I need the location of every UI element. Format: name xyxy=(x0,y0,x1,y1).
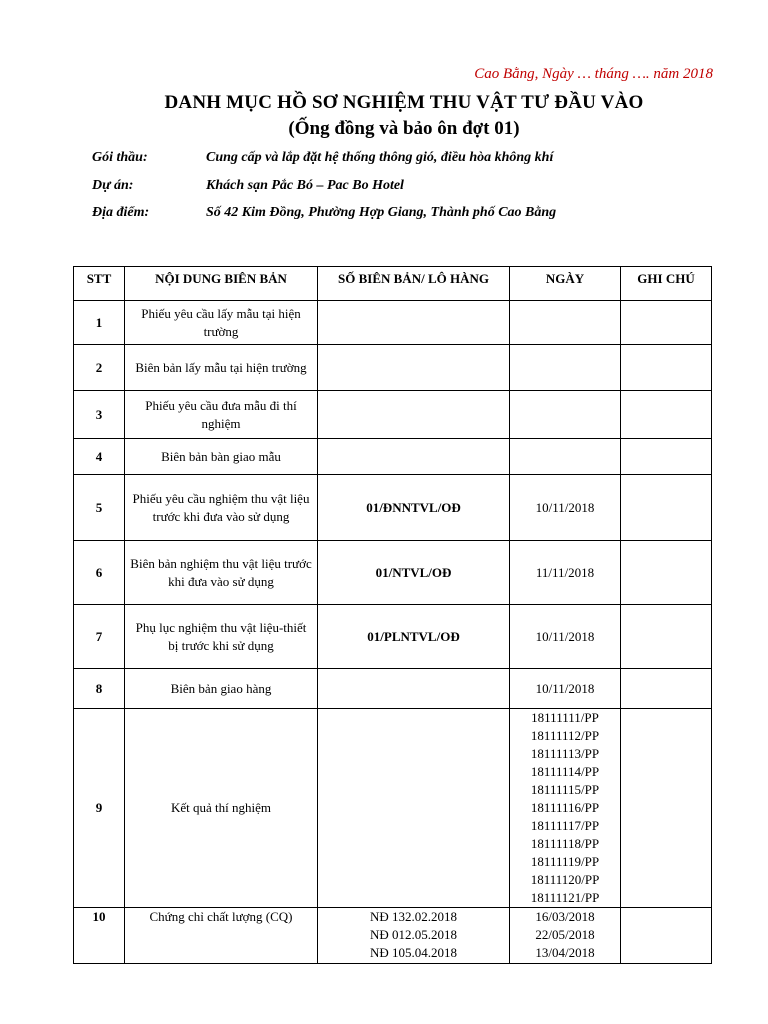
row-note xyxy=(621,301,712,345)
goi-thau-label: Gói thầu: xyxy=(92,150,148,165)
test-result-list xyxy=(514,709,616,907)
goi-thau-value: Cung cấp và lắp đặt hệ thống thông gió, điều hòa không khí xyxy=(206,150,554,165)
row-content: Phiếu yêu cầu nghiệm thu vật liệu trước khi đưa vào sử dụng xyxy=(125,475,318,541)
row-date-list-cell xyxy=(510,709,621,908)
row-stt: 5 xyxy=(74,475,125,541)
header-noi-dung: NỘI DUNG BIÊN BẢN xyxy=(125,267,318,301)
row-date: 10/11/2018 xyxy=(510,669,621,709)
certificate-number-list xyxy=(322,908,505,962)
row-content: Biên bản bàn giao mẫu xyxy=(125,439,318,475)
row-stt: 1 xyxy=(74,301,125,345)
header-so-bien-ban: SỐ BIÊN BẢN/ LÔ HÀNG xyxy=(318,267,510,301)
row-content: Kết quả thí nghiệm xyxy=(125,709,318,908)
row-date: 10/11/2018 xyxy=(510,605,621,669)
row-stt: 8 xyxy=(74,669,125,709)
table-row xyxy=(74,301,712,345)
row-stt: 3 xyxy=(74,391,125,439)
certificate-number: NĐ 105.04.2018 xyxy=(369,945,458,960)
row-stt: 6 xyxy=(74,541,125,605)
table-row xyxy=(74,541,712,605)
certificate-date: 22/05/2018 xyxy=(535,927,595,942)
row-note xyxy=(621,391,712,439)
row-note xyxy=(621,669,712,709)
table-header-row xyxy=(74,267,712,301)
table-row xyxy=(74,439,712,475)
document-title: DANH MỤC HỒ SƠ NGHIỆM THU VẬT TƯ ĐẦU VÀO xyxy=(164,92,644,113)
row-number: 01/PLNTVL/OĐ xyxy=(318,605,510,669)
test-result-code: 18111111/PP xyxy=(531,710,599,725)
row-content: Phiếu yêu cầu lấy mẫu tại hiện trường xyxy=(125,301,318,345)
table-row xyxy=(74,391,712,439)
table-row xyxy=(74,605,712,669)
row-stt: 2 xyxy=(74,345,125,391)
document-subtitle: (Ống đồng và bảo ôn đợt 01) xyxy=(288,118,520,139)
du-an-label: Dự án: xyxy=(92,178,134,193)
row-stt: 7 xyxy=(74,605,125,669)
row-date: 10/11/2018 xyxy=(510,475,621,541)
row-number xyxy=(318,709,510,908)
certificate-number: NĐ 012.05.2018 xyxy=(369,927,458,942)
row-note xyxy=(621,605,712,669)
table-row xyxy=(74,345,712,391)
test-result-code: 18111118/PP xyxy=(530,836,600,851)
test-result-code: 18111119/PP xyxy=(530,854,600,869)
header-ngay: NGÀY xyxy=(510,267,621,301)
row-note xyxy=(621,709,712,908)
header-stt: STT xyxy=(74,267,125,301)
row-date xyxy=(510,301,621,345)
row-content: Phiếu yêu cầu đưa mẫu đi thí nghiệm xyxy=(125,391,318,439)
row-number xyxy=(318,345,510,391)
row-note xyxy=(621,475,712,541)
dia-diem-label: Địa điểm: xyxy=(92,205,150,220)
date-line: Cao Bằng, Ngày … tháng …. năm 2018 xyxy=(474,66,713,82)
row-number: 01/NTVL/OĐ xyxy=(318,541,510,605)
row-date-list-cell xyxy=(510,908,621,964)
test-result-code: 18111115/PP xyxy=(530,782,600,797)
row-note xyxy=(621,439,712,475)
certificate-date-list xyxy=(514,908,616,962)
row-date xyxy=(510,345,621,391)
row-number xyxy=(318,391,510,439)
header-ghi-chu: GHI CHÚ xyxy=(621,267,712,301)
row-date: 11/11/2018 xyxy=(510,541,621,605)
table-row xyxy=(74,475,712,541)
row-number xyxy=(318,669,510,709)
row-stt: 9 xyxy=(74,709,125,908)
row-content: Chứng chỉ chất lượng (CQ) xyxy=(125,908,318,964)
row-content: Biên bản nghiệm thu vật liệu trước khi đưa vào sử dụng xyxy=(125,541,318,605)
table-row xyxy=(74,908,712,964)
row-note xyxy=(621,541,712,605)
row-date xyxy=(510,439,621,475)
row-number xyxy=(318,301,510,345)
test-result-code: 18111120/PP xyxy=(530,872,600,887)
test-result-code: 18111121/PP xyxy=(530,890,600,905)
row-number xyxy=(318,439,510,475)
dia-diem-value: Số 42 Kim Đồng, Phường Hợp Giang, Thành phố Cao Bằng xyxy=(206,205,557,220)
test-result-code: 18111114/PP xyxy=(530,764,600,779)
row-stt: 10 xyxy=(74,908,125,964)
document-list-table xyxy=(73,266,712,964)
row-number-list-cell xyxy=(318,908,510,964)
row-content: Biên bản giao hàng xyxy=(125,669,318,709)
test-result-code: 18111117/PP xyxy=(530,818,600,833)
test-result-code: 18111112/PP xyxy=(530,728,600,743)
row-content: Phụ lục nghiệm thu vật liệu-thiết bị trước khi sử dụng xyxy=(125,605,318,669)
row-note xyxy=(621,345,712,391)
test-result-code: 18111113/PP xyxy=(530,746,600,761)
test-result-code: 18111116/PP xyxy=(530,800,600,815)
table-row xyxy=(74,669,712,709)
row-number: 01/ĐNNTVL/OĐ xyxy=(318,475,510,541)
certificate-date: 13/04/2018 xyxy=(535,945,595,960)
certificate-number: NĐ 132.02.2018 xyxy=(369,909,458,924)
du-an-value: Khách sạn Pắc Bó – Pac Bo Hotel xyxy=(206,178,404,193)
table-row xyxy=(74,709,712,908)
row-date xyxy=(510,391,621,439)
row-content: Biên bản lấy mẫu tại hiện trường xyxy=(125,345,318,391)
row-stt: 4 xyxy=(74,439,125,475)
row-note xyxy=(621,908,712,964)
certificate-date: 16/03/2018 xyxy=(535,909,595,924)
